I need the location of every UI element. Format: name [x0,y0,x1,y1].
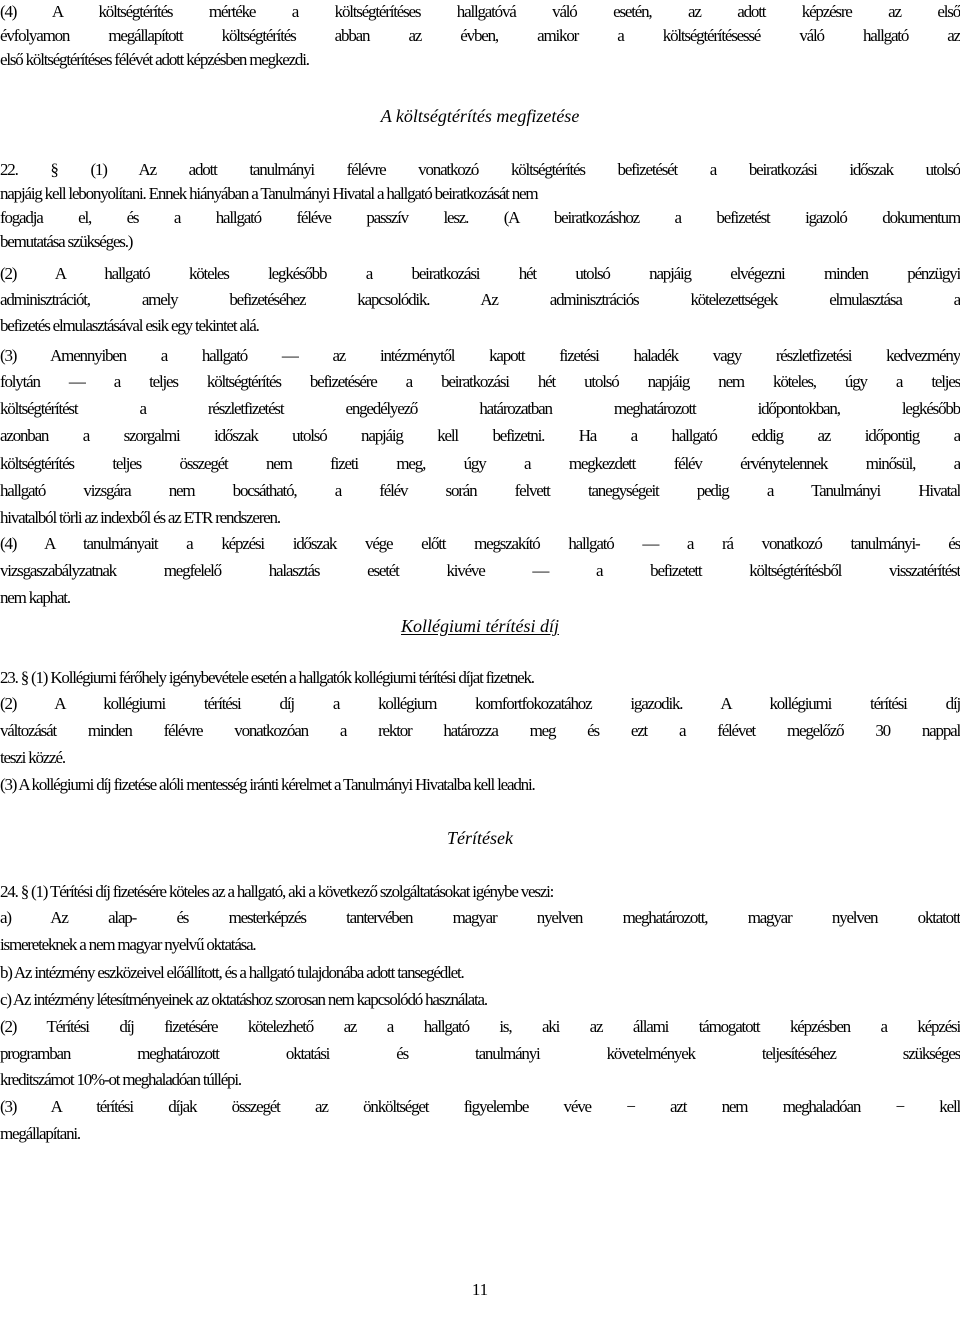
text-line: nem kaphat. [0,588,70,607]
text-line: első költségtérítéses félévét adott képzésben megkezdi. [0,50,309,69]
text-line: folytán ― a teljes költségtérítés befizetésére a beiratkozási hét utolsó napjáig nem köteles, úgy a teljes [0,372,960,391]
text-line: 24. § (1) Térítési díj fizetésére köteles az a hallgató, aki a következő szolgáltatásokat igénybe veszi: [0,882,554,901]
text-line: b) Az intézmény eszközeivel előállított, és a hallgató tulajdonába adott tansegédlet. [0,963,464,982]
text-line: 23. § (1) Kollégiumi férőhely igénybevétele esetén a hallgatók kollégiumi térítési díjat fizetnek. [0,668,534,687]
text-line: teszi közzé. [0,748,65,767]
text-line: (2) A hallgató köteles legkésőbb a beiratkozási hét utolsó napjáig elvégezni minden pénzügyi [0,264,960,283]
text-line: bemutatása szükséges.) [0,232,133,251]
text-line: hallgató vizsgára nem bocsátható, a félév során felvett tanegységeit pedig a Tanulmányi Hivatal [0,481,960,500]
text-line: (2) A kollégiumi térítési díj a kollégium komfortfokozatához igazodik. A kollégiumi térítési díj [0,694,960,713]
text-line: 22. § (1) Az adott tanulmányi félévre vonatkozó költségtérítés befizetését a beiratkozási időszak utolsó [0,160,960,179]
text-line: c) Az intézmény létesítményeinek az oktatáshoz szorosan nem kapcsolódó használata. [0,990,487,1009]
section-heading-dorm: Kollégiumi térítési díj [401,616,559,636]
section-heading-fees: Térítések [447,828,513,848]
text-line: évfolyamon megállapított költségtérítés abban az évben, amikor a költségtérítésessé váló hallgató az [0,26,960,45]
text-line: befizetés elmulasztásával esik egy tekintet alá. [0,316,259,335]
text-line: hivatalból törli az indexből és az ETR rendszeren. [0,508,280,527]
text-line: (4) A tanulmányait a képzési időszak vége előtt megszakító hallgató ― a rá vonatkozó tanulmányi- és [0,534,960,553]
text-line: (4) A költségtérítés mértéke a költségtérítéses hallgatóvá váló esetén, az adott képzésre az első [0,2,960,21]
section-heading-payment: A költségtérítés megfizetése [380,106,580,126]
text-line: fogadja el, és a hallgató féléve passzív lesz. (A beiratkozáshoz a befizetést igazoló dokumentum [0,208,960,227]
text-line: azonban a szorgalmi időszak utolsó napjáig kell befizetni. Ha a hallgató eddig az időpontig a [0,426,960,445]
text-line: változását minden félévre vonatkozóan a rektor határozza meg és ezt a félévet megelőző 30 nappal [0,721,960,740]
page-number: 11 [471,1280,489,1299]
text-line: költségtérítés teljes összegét nem fizeti meg, úgy a megkezdett félév érvénytelennek minősül, a [0,454,960,473]
text-line: vizsgaszabályzatnak megfelelő halasztás esetét kivéve ― a befizetett költségtérítésből visszatérítést [0,561,960,580]
text-line: megállapítani. [0,1124,80,1143]
text-line: a) Az alap- és mesterképzés tantervében magyar nyelven meghatározott, magyar nyelven oktatott [0,908,960,927]
text-line: (3) Amennyiben a hallgató ― az intézménytől kapott fizetési haladék vagy részletfizetési kedvezmény [0,346,960,365]
text-line: (3) A térítési díjak összegét az önköltséget figyelembe véve − azt nem meghaladóan − kell [0,1097,960,1116]
text-line: adminisztrációt, amely befizetéséhez kapcsolódik. Az adminisztrációs kötelezettségek elmulasztása a [0,290,960,309]
text-line: kreditszámot 10%-ot meghaladóan túllépi. [0,1070,241,1089]
text-line: ismereteknek a nem magyar nyelvű oktatása. [0,935,256,954]
text-line: (2) Térítési díj fizetésére kötelezhető az a hallgató is, aki az állami támogatott képzésben a képzési [0,1017,960,1036]
text-line: napjáig kell lebonyolítani. Ennek hiányában a Tanulmányi Hivatal a hallgató beiratkozását nem [0,184,538,203]
text-line: költségtérítést a részletfizetést engedélyező határozatban meghatározott időpontokban, legkésőbb [0,399,960,418]
text-line: (3) A kollégiumi díj fizetése alóli mentesség iránti kérelmet a Tanulmányi Hivatalba kell leadni. [0,775,535,794]
text-line: programban meghatározott oktatási és tanulmányi követelmények teljesítéséhez szükséges [0,1044,960,1063]
